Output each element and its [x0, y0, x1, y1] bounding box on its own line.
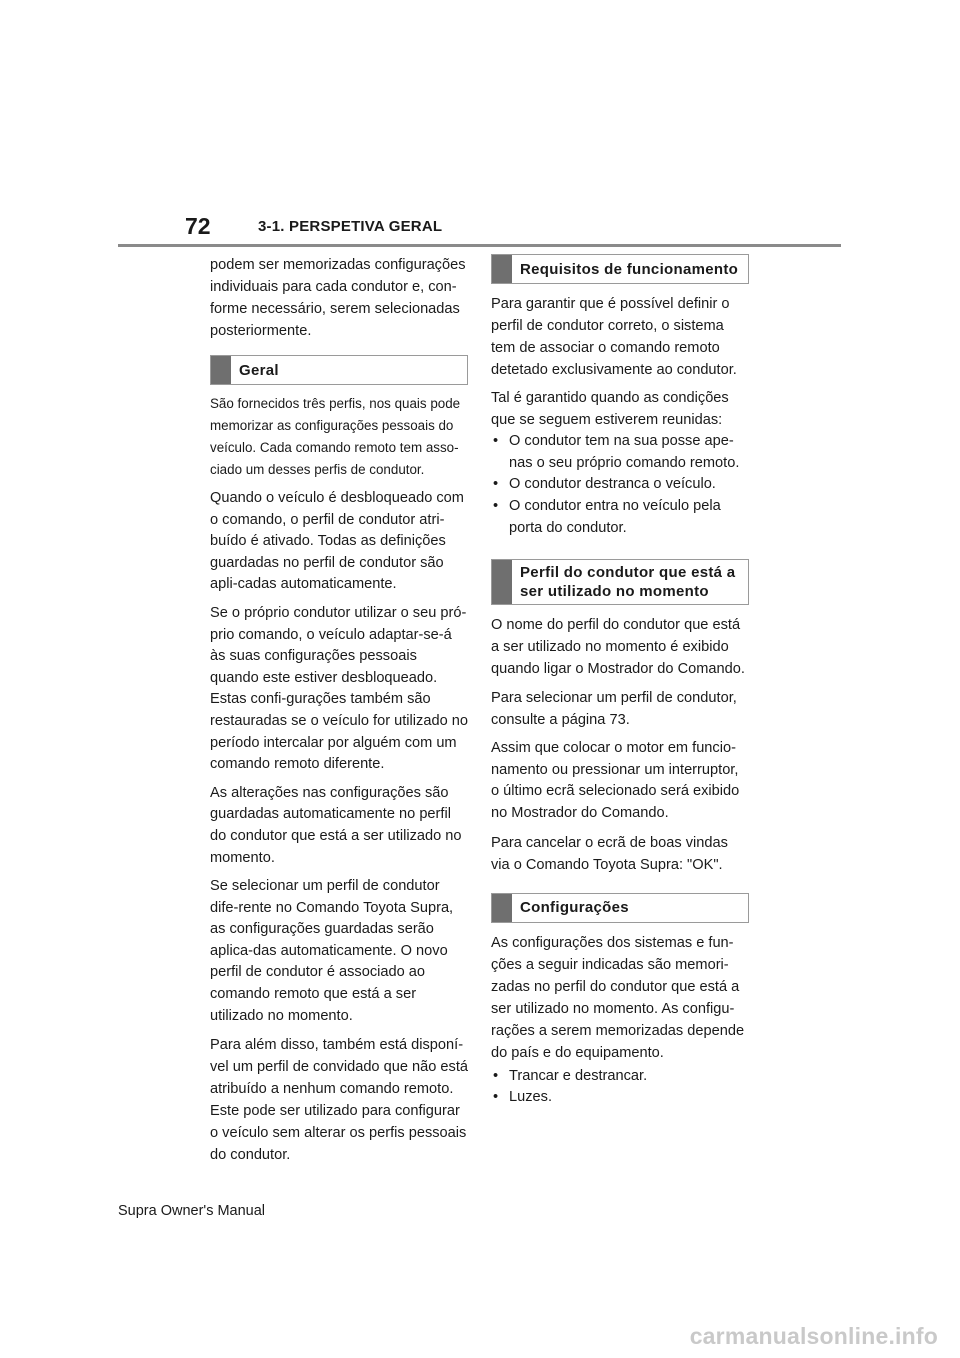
paragraph: Se o próprio condutor utilizar o seu pró-prio comando, o veículo adaptar-se-á às suas configurações pessoais quando este estiver desbloqueado. Estas confi-gurações também são restauradas se o veículo for utilizado no período intercalar por alguém com um comando remoto diferente.	[210, 604, 468, 773]
section-heading-configuracoes	[491, 893, 749, 923]
section-heading-perfil	[491, 559, 749, 605]
watermark: carmanualsonline.info	[689, 1323, 938, 1349]
section-title: Geral	[239, 361, 279, 379]
section-heading-geral	[210, 355, 468, 385]
section-title: Requisitos de funcionamento	[520, 260, 739, 278]
section-marker	[492, 255, 512, 283]
left-column	[210, 254, 468, 1173]
footer-manual-title: Supra Owner's Manual	[118, 1203, 266, 1219]
paragraph: Assim que colocar o motor em funcio-namento ou pressionar um interruptor, o último ecrã selecionado será exibido no Mostrador do Comando.	[491, 740, 740, 821]
list-item: • O condutor entra no veículo pela porta do condutor.	[491, 496, 749, 539]
paragraph: Para além disso, também está disponí-vel um perfil de convidado que não está atribuído a nenhum comando remoto. Este pode ser utilizado para configurar o veículo sem alterar os perfis pessoais do condutor.	[210, 1037, 468, 1164]
header-divider	[118, 244, 841, 247]
page-number: 72	[185, 213, 211, 239]
section-marker	[492, 560, 512, 604]
list-item: • Trancar e destrancar.	[491, 1066, 749, 1088]
paragraph: As configurações dos sistemas e fun-ções a seguir indicadas são memori-zadas no perfil do condutor que está a ser utilizado no momento. As configu-rações a serem memorizadas depende do país e do equipamento.	[491, 934, 745, 1061]
paragraph: As alterações nas configurações são guardadas automaticamente no perfil do condutor que está a ser utilizado no momento.	[210, 784, 462, 866]
paragraph: Para garantir que é possível definir o perfil de condutor correto, o sistema tem de associar o comando remoto detetado exclusivamente ao condutor.	[491, 296, 737, 378]
paragraph: Se selecionar um perfil de condutor dife-rente no Comando Toyota Supra, as configurações guardadas serão aplica-das automaticamente. O novo perfil de condutor é associado ao comando remoto que está a ser utilizado no momento.	[210, 878, 454, 1024]
section-title: Configurações	[520, 899, 629, 917]
intro-paragraph: podem ser memorizadas configurações individuais para cada condutor e, con-forme necessário, serem selecionadas posteriormente.	[210, 257, 466, 339]
paragraph: Tal é garantido quando as condições que se seguem estiverem reunidas:	[491, 390, 729, 428]
paragraph: Quando o veículo é desbloqueado com o comando, o perfil de condutor atri-buído é ativado. Todas as definições guardadas no perfil de condutor são apli-cadas automaticamente.	[210, 490, 464, 593]
requirements-list	[491, 431, 749, 539]
paragraph: O nome do perfil do condutor que está a ser utilizado no momento é exibido quando ligar o Mostrador do Comando.	[491, 617, 745, 678]
list-item: • O condutor tem na sua posse ape-nas o seu próprio comando remoto.	[491, 431, 749, 474]
section-marker	[492, 894, 512, 922]
right-column	[491, 254, 749, 1117]
paragraph: Para selecionar um perfil de condutor, consulte a página 73.	[491, 690, 737, 729]
paragraph: Para cancelar o ecrã de boas vindas via o Comando Toyota Supra: "OK".	[491, 834, 728, 873]
paragraph: São fornecidos três perfis, nos quais pode memorizar as configurações pessoais do veículo. Cada comando remoto tem asso-ciado um desses perfis de condutor.	[210, 396, 461, 477]
settings-list	[491, 1066, 749, 1109]
list-item: • Luzes.	[491, 1087, 749, 1109]
section-header: 3-1. PERSPETIVA GERAL	[258, 218, 443, 235]
section-heading-requisitos	[491, 254, 749, 284]
section-title: Perfil do condutor que está a ser utilizado no momento	[520, 564, 736, 601]
list-item: • O condutor destranca o veículo.	[491, 474, 749, 496]
section-marker	[211, 356, 231, 384]
